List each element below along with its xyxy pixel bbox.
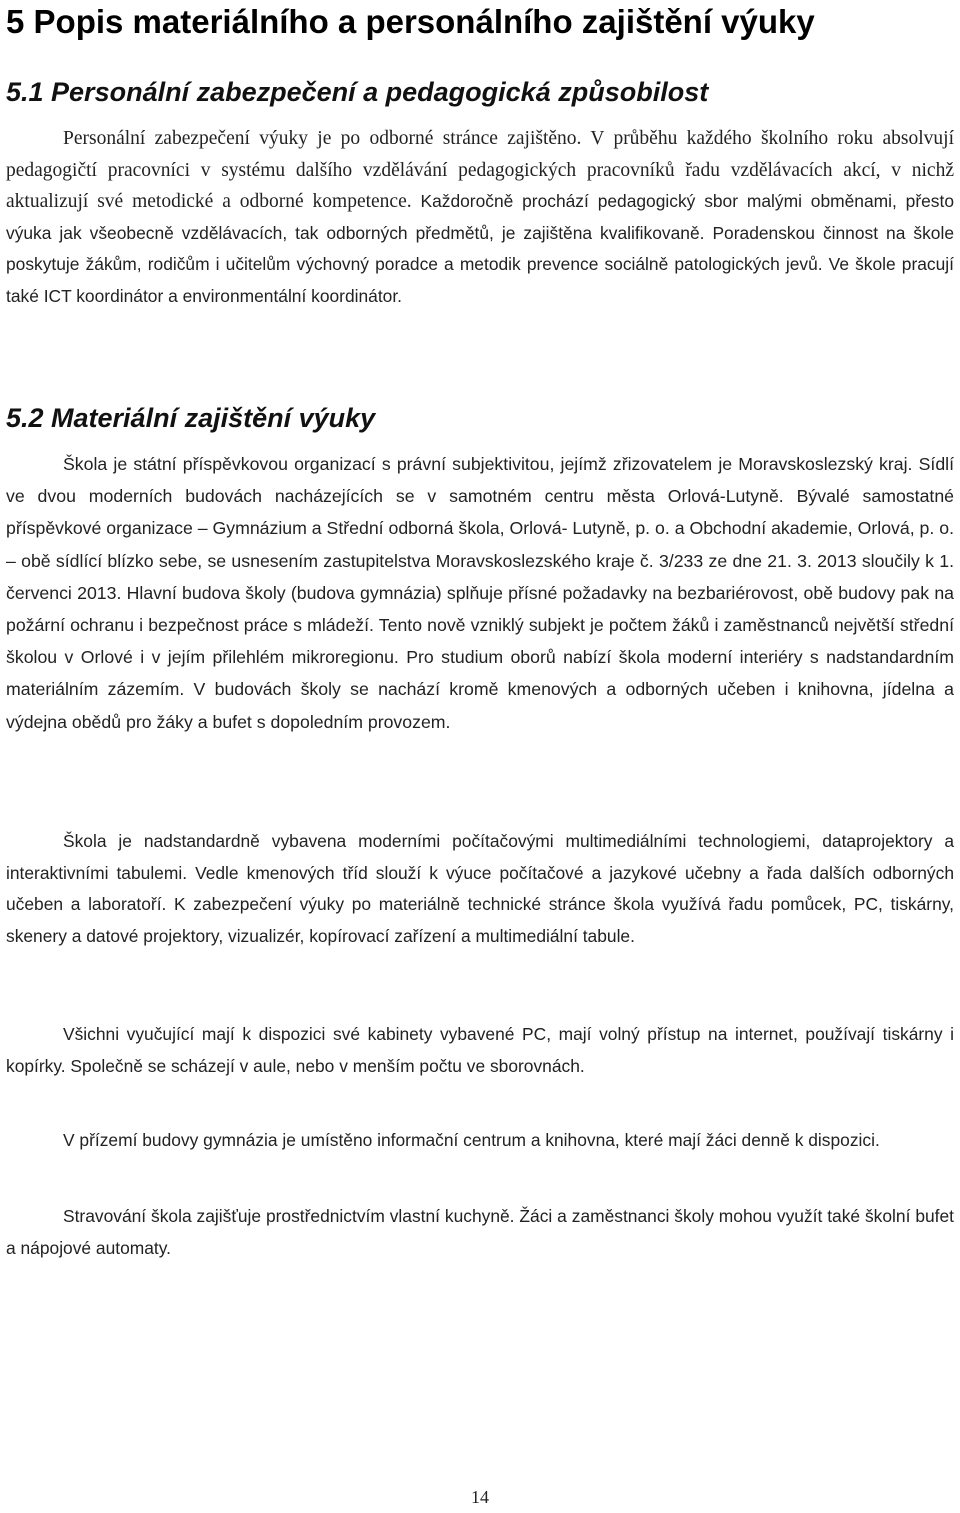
paragraph-catering: Stravování škola zajišťuje prostřednictvím vlastní kuchyně. Žáci a zaměstnanci školy mohou využít také školní bufet a nápojové automaty. [6, 1206, 954, 1258]
paragraph-personnel [6, 123, 954, 312]
chapter-heading: 5 Popis materiálního a personálního zajištění výuky [6, 3, 815, 40]
paragraph-personnel-part-a: Personální zabezpečení výuky je po odborné stránce zajištěno. V průběhu každého školního roku absolvují pedagogičtí pracovníci v systému dalšího vzdělávání pedagogických pracovníků řadu vzdělávacích akcí, v nichž aktualizují své metodické a odborné kompetence. [6, 128, 954, 212]
paragraph-equipment: Škola je nadstandardně vybavena moderními počítačovými multimediálními technologiemi, dataprojektory a interaktivními tabulemi. Vedle kmenových tříd slouží k výuce počítačové a jazykové učebny a řada dalších odborných učeben a laboratoří. K zabezpečení výuky po materiálně technické stránce škola využívá řadu pomůcek, PC, tiskárny, skenery a datové projektory, vizualizér, kopírovací zařízení a multimediální tabule. [6, 831, 954, 946]
paragraph-teachers: Všichni vyučující mají k dispozici své kabinety vybavené PC, mají volný přístup na internet, používají tiskárny i kopírky. Společně se scházejí v aule, nebo v menším počtu ve sborovnách. [6, 1024, 954, 1076]
section-heading-5-1: 5.1 Personální zabezpečení a pedagogická způsobilost [6, 77, 709, 107]
section-heading-5-2: 5.2 Materiální zajištění výuky [6, 403, 376, 433]
paragraph-school-buildings: Škola je státní příspěvkovou organizací s právní subjektivitou, jejímž zřizovatelem je Moravskoslezský kraj. Sídlí ve dvou moderních budovách nacházejících se v samotném centru města Orlová-Lutyně. Bývalé samostatné příspěvkové organizace – Gymnázium a Střední odborná škola, Orlová- Lutyně, p. o. a Obchodní akademie, Orlová, p. o. – obě sídlící blízko sebe, se usnesením zastupitelstva Moravskoslezského kraje č. 3/233 ze dne 21. 3. 2013 sloučily k 1. červenci 2013. Hlavní budova školy (budova gymnázia) splňuje přísné požadavky na bezbariérovost, obě budovy pak na požární ochranu i bezpečnost práce s mládeží. Tento nově vzniklý subjekt je počtem žáků i zaměstnanců největší střední školou v Orlové i v jejím přilehlém mikroregionu. Pro studium oborů nabízí škola moderní interiéry s nadstandardním materiálním zázemím. V budovách školy se nachází kromě kmenových a odborných učeben i knihovna, jídelna a výdejna obědů pro žáky a bufet s dopoledním provozem. [6, 454, 954, 732]
paragraph-personnel-part-b: Každoročně prochází pedagogický sbor malými obměnami, přesto výuka jak všeobecně vzdělávacích, tak odborných předmětů, je zajištěna kvalifikovaně. Poradenskou činnost na škole poskytuje žákům, rodičům i učitelům výchovný poradce a metodik prevence sociálně patologických jevů. Ve škole pracují také ICT koordinátor a environmentální koordinátor. [6, 191, 954, 306]
paragraph-library: V přízemí budovy gymnázia je umístěno informační centrum a knihovna, které mají žáci denně k dispozici. [63, 1130, 880, 1150]
page-number: 14 [471, 1487, 489, 1507]
